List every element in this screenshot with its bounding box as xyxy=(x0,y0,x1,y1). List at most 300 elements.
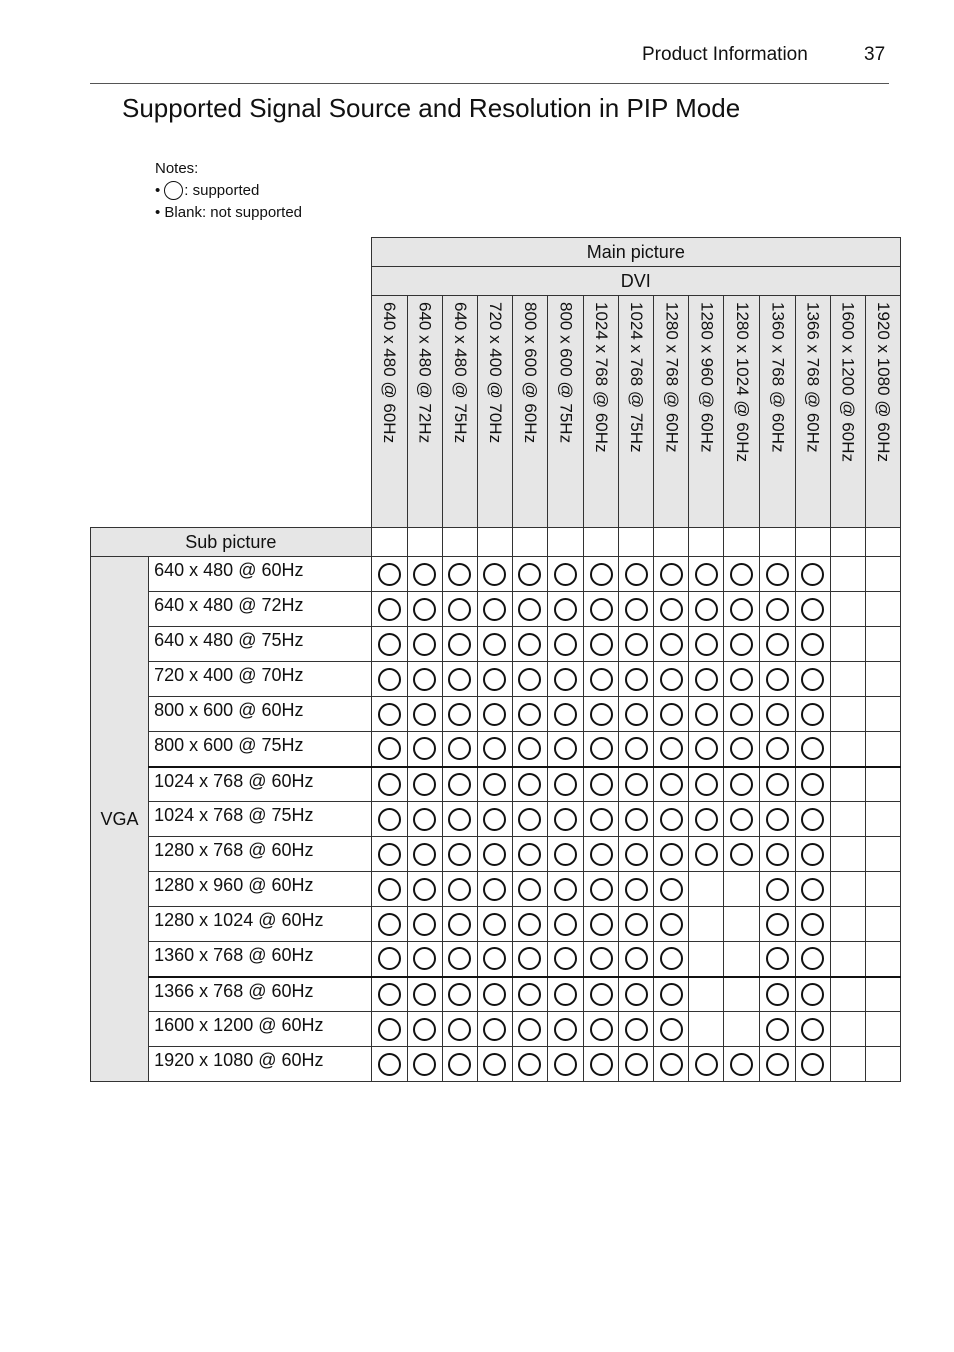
supported-circle-icon xyxy=(554,563,577,586)
supported-cell xyxy=(442,802,477,837)
supported-circle-icon xyxy=(660,598,683,621)
table-row xyxy=(91,697,901,732)
supported-cell xyxy=(477,942,512,977)
supported-circle-icon xyxy=(554,808,577,831)
supported-circle-icon xyxy=(660,737,683,760)
main-resolution-header xyxy=(407,296,442,528)
supported-circle-icon xyxy=(448,843,471,866)
table-row xyxy=(91,557,901,592)
supported-cell xyxy=(371,592,407,627)
supported-cell xyxy=(371,872,407,907)
unsupported-cell xyxy=(830,872,865,907)
supported-circle-icon xyxy=(518,773,541,796)
supported-circle-icon xyxy=(590,668,613,691)
main-resolution-header xyxy=(512,296,547,528)
empty-cell xyxy=(654,528,689,557)
supported-cell xyxy=(371,802,407,837)
supported-cell xyxy=(584,732,619,767)
supported-cell xyxy=(442,732,477,767)
supported-circle-icon xyxy=(660,843,683,866)
supported-circle-icon xyxy=(590,808,613,831)
main-resolution-label: 1280 x 960 @ 60Hz xyxy=(697,302,717,453)
supported-circle-icon xyxy=(801,668,824,691)
supported-cell xyxy=(584,592,619,627)
main-picture-header: Main picture xyxy=(371,238,900,267)
empty-cell xyxy=(689,528,724,557)
unsupported-cell xyxy=(830,1012,865,1047)
supported-cell xyxy=(371,697,407,732)
supported-circle-icon xyxy=(766,913,789,936)
supported-circle-icon xyxy=(483,598,506,621)
supported-cell xyxy=(477,662,512,697)
supported-circle-icon xyxy=(518,563,541,586)
main-resolution-header xyxy=(724,296,760,528)
supported-circle-icon xyxy=(413,947,436,970)
supported-circle-icon xyxy=(448,878,471,901)
supported-circle-icon xyxy=(518,737,541,760)
supported-circle-icon xyxy=(695,737,718,760)
supported-circle-icon xyxy=(554,1053,577,1076)
supported-circle-icon xyxy=(660,878,683,901)
main-resolution-label: 640 x 480 @ 72Hz xyxy=(415,302,435,444)
supported-circle-icon xyxy=(660,1018,683,1041)
supported-cell xyxy=(442,872,477,907)
supported-circle-icon xyxy=(483,1053,506,1076)
main-resolution-label: 640 x 480 @ 75Hz xyxy=(450,302,470,444)
supported-circle-icon xyxy=(483,808,506,831)
supported-cell xyxy=(407,592,442,627)
unsupported-cell xyxy=(865,872,900,907)
supported-cell xyxy=(760,837,795,872)
supported-circle-icon xyxy=(801,1053,824,1076)
supported-circle-icon xyxy=(766,563,789,586)
supported-cell xyxy=(724,1047,760,1082)
supported-cell xyxy=(584,697,619,732)
empty-cell xyxy=(830,528,865,557)
supported-circle-icon xyxy=(590,737,613,760)
supported-cell xyxy=(477,1047,512,1082)
supported-cell xyxy=(795,557,830,592)
supported-cell xyxy=(407,557,442,592)
unsupported-cell xyxy=(865,1012,900,1047)
unsupported-cell xyxy=(724,977,760,1012)
empty-cell xyxy=(477,528,512,557)
supported-cell xyxy=(371,977,407,1012)
page-number: 37 xyxy=(864,44,886,65)
supported-circle-icon xyxy=(695,563,718,586)
unsupported-cell xyxy=(830,907,865,942)
supported-circle-icon xyxy=(660,773,683,796)
supported-cell xyxy=(795,1012,830,1047)
unsupported-cell xyxy=(830,627,865,662)
supported-circle-icon xyxy=(590,913,613,936)
supported-cell xyxy=(584,767,619,802)
supported-circle-icon xyxy=(625,1018,648,1041)
supported-cell xyxy=(724,837,760,872)
supported-circle-icon xyxy=(766,703,789,726)
supported-circle-icon xyxy=(801,983,824,1006)
supported-cell xyxy=(724,732,760,767)
empty-cell xyxy=(795,528,830,557)
supported-cell xyxy=(795,662,830,697)
supported-circle-icon xyxy=(448,983,471,1006)
supported-cell xyxy=(724,697,760,732)
supported-cell xyxy=(724,627,760,662)
unsupported-cell xyxy=(865,907,900,942)
supported-circle-icon xyxy=(378,737,401,760)
supported-circle-icon xyxy=(448,1053,471,1076)
supported-circle-icon xyxy=(590,1018,613,1041)
supported-circle-icon xyxy=(660,808,683,831)
circle-icon xyxy=(164,181,183,200)
supported-cell xyxy=(619,907,654,942)
supported-cell xyxy=(512,697,547,732)
supported-cell xyxy=(654,942,689,977)
supported-cell xyxy=(477,732,512,767)
sub-resolution-label: 1920 x 1080 @ 60Hz xyxy=(149,1047,372,1082)
empty-cell xyxy=(724,528,760,557)
supported-cell xyxy=(477,557,512,592)
supported-cell xyxy=(584,1047,619,1082)
supported-circle-icon xyxy=(378,983,401,1006)
supported-circle-icon xyxy=(730,598,753,621)
supported-cell xyxy=(407,977,442,1012)
supported-circle-icon xyxy=(378,598,401,621)
empty-cell xyxy=(865,528,900,557)
supported-circle-icon xyxy=(730,1053,753,1076)
supported-cell xyxy=(512,767,547,802)
supported-cell xyxy=(512,942,547,977)
supported-cell xyxy=(584,872,619,907)
table-row xyxy=(91,627,901,662)
supported-cell xyxy=(760,662,795,697)
supported-circle-icon xyxy=(483,983,506,1006)
main-resolution-header xyxy=(477,296,512,528)
unsupported-cell xyxy=(865,837,900,872)
supported-circle-icon xyxy=(413,668,436,691)
supported-circle-icon xyxy=(590,773,613,796)
supported-circle-icon xyxy=(766,808,789,831)
supported-circle-icon xyxy=(625,737,648,760)
main-resolution-label: 1280 x 768 @ 60Hz xyxy=(662,302,682,453)
supported-cell xyxy=(407,942,442,977)
supported-circle-icon xyxy=(413,773,436,796)
unsupported-cell xyxy=(865,592,900,627)
supported-cell xyxy=(654,662,689,697)
supported-circle-icon xyxy=(625,913,648,936)
supported-cell xyxy=(760,907,795,942)
unsupported-cell xyxy=(865,732,900,767)
supported-cell xyxy=(689,802,724,837)
supported-cell xyxy=(619,837,654,872)
supported-cell xyxy=(512,907,547,942)
supported-cell xyxy=(512,732,547,767)
supported-cell xyxy=(477,697,512,732)
supported-cell xyxy=(371,767,407,802)
supported-circle-icon xyxy=(448,598,471,621)
unsupported-cell xyxy=(865,1047,900,1082)
supported-circle-icon xyxy=(378,947,401,970)
supported-circle-icon xyxy=(378,633,401,656)
supported-cell xyxy=(584,627,619,662)
supported-cell xyxy=(654,627,689,662)
supported-cell xyxy=(760,627,795,662)
supported-cell xyxy=(795,942,830,977)
sub-resolution-label: 640 x 480 @ 60Hz xyxy=(149,557,372,592)
supported-cell xyxy=(654,837,689,872)
supported-cell xyxy=(584,802,619,837)
supported-circle-icon xyxy=(660,633,683,656)
supported-circle-icon xyxy=(625,773,648,796)
supported-cell xyxy=(689,1047,724,1082)
supported-circle-icon xyxy=(766,598,789,621)
empty-cell xyxy=(512,528,547,557)
supported-cell xyxy=(760,942,795,977)
sub-resolution-label: 800 x 600 @ 75Hz xyxy=(149,732,372,767)
empty-cell xyxy=(407,528,442,557)
supported-circle-icon xyxy=(378,1018,401,1041)
supported-cell xyxy=(584,1012,619,1047)
supported-cell xyxy=(512,662,547,697)
empty-cell xyxy=(760,528,795,557)
supported-cell xyxy=(512,802,547,837)
supported-circle-icon xyxy=(518,668,541,691)
supported-circle-icon xyxy=(518,808,541,831)
supported-cell xyxy=(477,872,512,907)
supported-circle-icon xyxy=(413,703,436,726)
supported-circle-icon xyxy=(766,878,789,901)
supported-cell xyxy=(619,732,654,767)
supported-circle-icon xyxy=(625,598,648,621)
supported-circle-icon xyxy=(590,563,613,586)
supported-cell xyxy=(548,942,584,977)
supported-circle-icon xyxy=(695,598,718,621)
supported-cell xyxy=(477,1012,512,1047)
supported-cell xyxy=(442,627,477,662)
main-resolution-label: 1366 x 768 @ 60Hz xyxy=(803,302,823,453)
supported-circle-icon xyxy=(625,1053,648,1076)
supported-cell xyxy=(724,802,760,837)
supported-cell xyxy=(371,942,407,977)
supported-cell xyxy=(407,662,442,697)
main-resolution-label: 800 x 600 @ 75Hz xyxy=(556,302,576,444)
main-resolution-label: 800 x 600 @ 60Hz xyxy=(520,302,540,444)
supported-circle-icon xyxy=(660,983,683,1006)
main-resolution-header xyxy=(865,296,900,528)
supported-cell xyxy=(548,557,584,592)
supported-circle-icon xyxy=(413,913,436,936)
unsupported-cell xyxy=(830,767,865,802)
unsupported-cell xyxy=(689,977,724,1012)
supported-circle-icon xyxy=(378,668,401,691)
supported-circle-icon xyxy=(448,563,471,586)
supported-cell xyxy=(760,1047,795,1082)
supported-cell xyxy=(477,907,512,942)
supported-circle-icon xyxy=(554,878,577,901)
sub-resolution-label: 1024 x 768 @ 75Hz xyxy=(149,802,372,837)
table-row xyxy=(91,977,901,1012)
supported-cell xyxy=(760,557,795,592)
supported-cell xyxy=(795,977,830,1012)
unsupported-cell xyxy=(865,557,900,592)
supported-circle-icon xyxy=(730,773,753,796)
supported-circle-icon xyxy=(590,843,613,866)
supported-circle-icon xyxy=(801,1018,824,1041)
main-resolution-header xyxy=(584,296,619,528)
unsupported-cell xyxy=(724,1012,760,1047)
supported-cell xyxy=(689,837,724,872)
supported-cell xyxy=(512,1012,547,1047)
supported-circle-icon xyxy=(801,703,824,726)
supported-circle-icon xyxy=(448,947,471,970)
supported-cell xyxy=(689,662,724,697)
supported-cell xyxy=(548,697,584,732)
supported-circle-icon xyxy=(518,983,541,1006)
supported-cell xyxy=(512,872,547,907)
supported-cell xyxy=(795,802,830,837)
supported-cell xyxy=(795,767,830,802)
supported-circle-icon xyxy=(413,843,436,866)
supported-cell xyxy=(442,977,477,1012)
sub-resolution-label: 1366 x 768 @ 60Hz xyxy=(149,977,372,1012)
supported-cell xyxy=(407,627,442,662)
notes xyxy=(155,157,302,223)
supported-circle-icon xyxy=(483,1018,506,1041)
supported-circle-icon xyxy=(590,878,613,901)
supported-circle-icon xyxy=(518,598,541,621)
main-resolution-header xyxy=(654,296,689,528)
supported-circle-icon xyxy=(413,1018,436,1041)
supported-cell xyxy=(689,557,724,592)
sub-resolution-label: 640 x 480 @ 75Hz xyxy=(149,627,372,662)
supported-circle-icon xyxy=(695,703,718,726)
supported-circle-icon xyxy=(413,633,436,656)
table-row xyxy=(91,872,901,907)
unsupported-cell xyxy=(830,1047,865,1082)
sub-resolution-label: 1280 x 960 @ 60Hz xyxy=(149,872,372,907)
supported-circle-icon xyxy=(625,983,648,1006)
supported-cell xyxy=(407,732,442,767)
supported-cell xyxy=(442,907,477,942)
supported-cell xyxy=(689,767,724,802)
supported-cell xyxy=(548,802,584,837)
supported-cell xyxy=(654,1047,689,1082)
supported-cell xyxy=(760,977,795,1012)
supported-cell xyxy=(724,767,760,802)
supported-cell xyxy=(724,662,760,697)
supported-circle-icon xyxy=(766,633,789,656)
supported-cell xyxy=(548,592,584,627)
supported-cell xyxy=(512,557,547,592)
main-resolution-label: 1280 x 1024 @ 60Hz xyxy=(732,302,752,462)
unsupported-cell xyxy=(830,697,865,732)
supported-circle-icon xyxy=(625,633,648,656)
table-row xyxy=(91,942,901,977)
supported-circle-icon xyxy=(554,633,577,656)
supported-cell xyxy=(512,1047,547,1082)
vga-group-label: VGA xyxy=(91,557,149,1082)
supported-circle-icon xyxy=(483,913,506,936)
header-section-title: Product Information xyxy=(642,44,808,65)
sub-resolution-label: 1600 x 1200 @ 60Hz xyxy=(149,1012,372,1047)
supported-cell xyxy=(724,557,760,592)
supported-circle-icon xyxy=(554,983,577,1006)
supported-circle-icon xyxy=(766,1018,789,1041)
unsupported-cell xyxy=(689,942,724,977)
supported-cell xyxy=(654,1012,689,1047)
supported-circle-icon xyxy=(590,598,613,621)
supported-circle-icon xyxy=(766,843,789,866)
supported-cell xyxy=(760,802,795,837)
main-resolution-label: 1920 x 1080 @ 60Hz xyxy=(873,302,893,462)
supported-cell xyxy=(795,1047,830,1082)
supported-circle-icon xyxy=(625,703,648,726)
table-row xyxy=(91,802,901,837)
unsupported-cell xyxy=(724,872,760,907)
note-supported-text: : supported xyxy=(184,181,260,199)
supported-circle-icon xyxy=(483,947,506,970)
supported-cell xyxy=(477,627,512,662)
main-resolution-label: 1024 x 768 @ 75Hz xyxy=(627,302,647,453)
supported-cell xyxy=(477,977,512,1012)
supported-circle-icon xyxy=(730,737,753,760)
supported-cell xyxy=(795,627,830,662)
supported-circle-icon xyxy=(695,808,718,831)
sub-resolution-label: 720 x 400 @ 70Hz xyxy=(149,662,372,697)
supported-circle-icon xyxy=(730,843,753,866)
empty-cell xyxy=(548,528,584,557)
main-resolution-label: 1024 x 768 @ 60Hz xyxy=(592,302,612,453)
supported-circle-icon xyxy=(730,633,753,656)
supported-cell xyxy=(584,837,619,872)
supported-cell xyxy=(548,732,584,767)
unsupported-cell xyxy=(865,662,900,697)
supported-cell xyxy=(619,627,654,662)
supported-cell xyxy=(548,1047,584,1082)
sub-resolution-label: 1280 x 1024 @ 60Hz xyxy=(149,907,372,942)
supported-circle-icon xyxy=(413,1053,436,1076)
supported-circle-icon xyxy=(378,1053,401,1076)
supported-cell xyxy=(407,767,442,802)
supported-cell xyxy=(548,767,584,802)
supported-cell xyxy=(619,697,654,732)
supported-cell xyxy=(619,592,654,627)
supported-cell xyxy=(619,557,654,592)
supported-circle-icon xyxy=(801,598,824,621)
pip-support-table xyxy=(90,237,901,1082)
supported-circle-icon xyxy=(448,668,471,691)
main-resolution-header xyxy=(795,296,830,528)
supported-circle-icon xyxy=(625,563,648,586)
supported-cell xyxy=(619,1047,654,1082)
supported-cell xyxy=(760,767,795,802)
supported-cell xyxy=(442,1047,477,1082)
supported-circle-icon xyxy=(448,808,471,831)
supported-cell xyxy=(512,837,547,872)
supported-cell xyxy=(619,767,654,802)
supported-circle-icon xyxy=(413,878,436,901)
unsupported-cell xyxy=(830,942,865,977)
supported-cell xyxy=(548,907,584,942)
supported-circle-icon xyxy=(766,983,789,1006)
supported-cell xyxy=(795,732,830,767)
supported-cell xyxy=(724,592,760,627)
page-title: Supported Signal Source and Resolution in PIP Mode xyxy=(122,93,741,123)
supported-circle-icon xyxy=(378,878,401,901)
unsupported-cell xyxy=(830,592,865,627)
supported-cell xyxy=(371,1012,407,1047)
supported-circle-icon xyxy=(766,773,789,796)
